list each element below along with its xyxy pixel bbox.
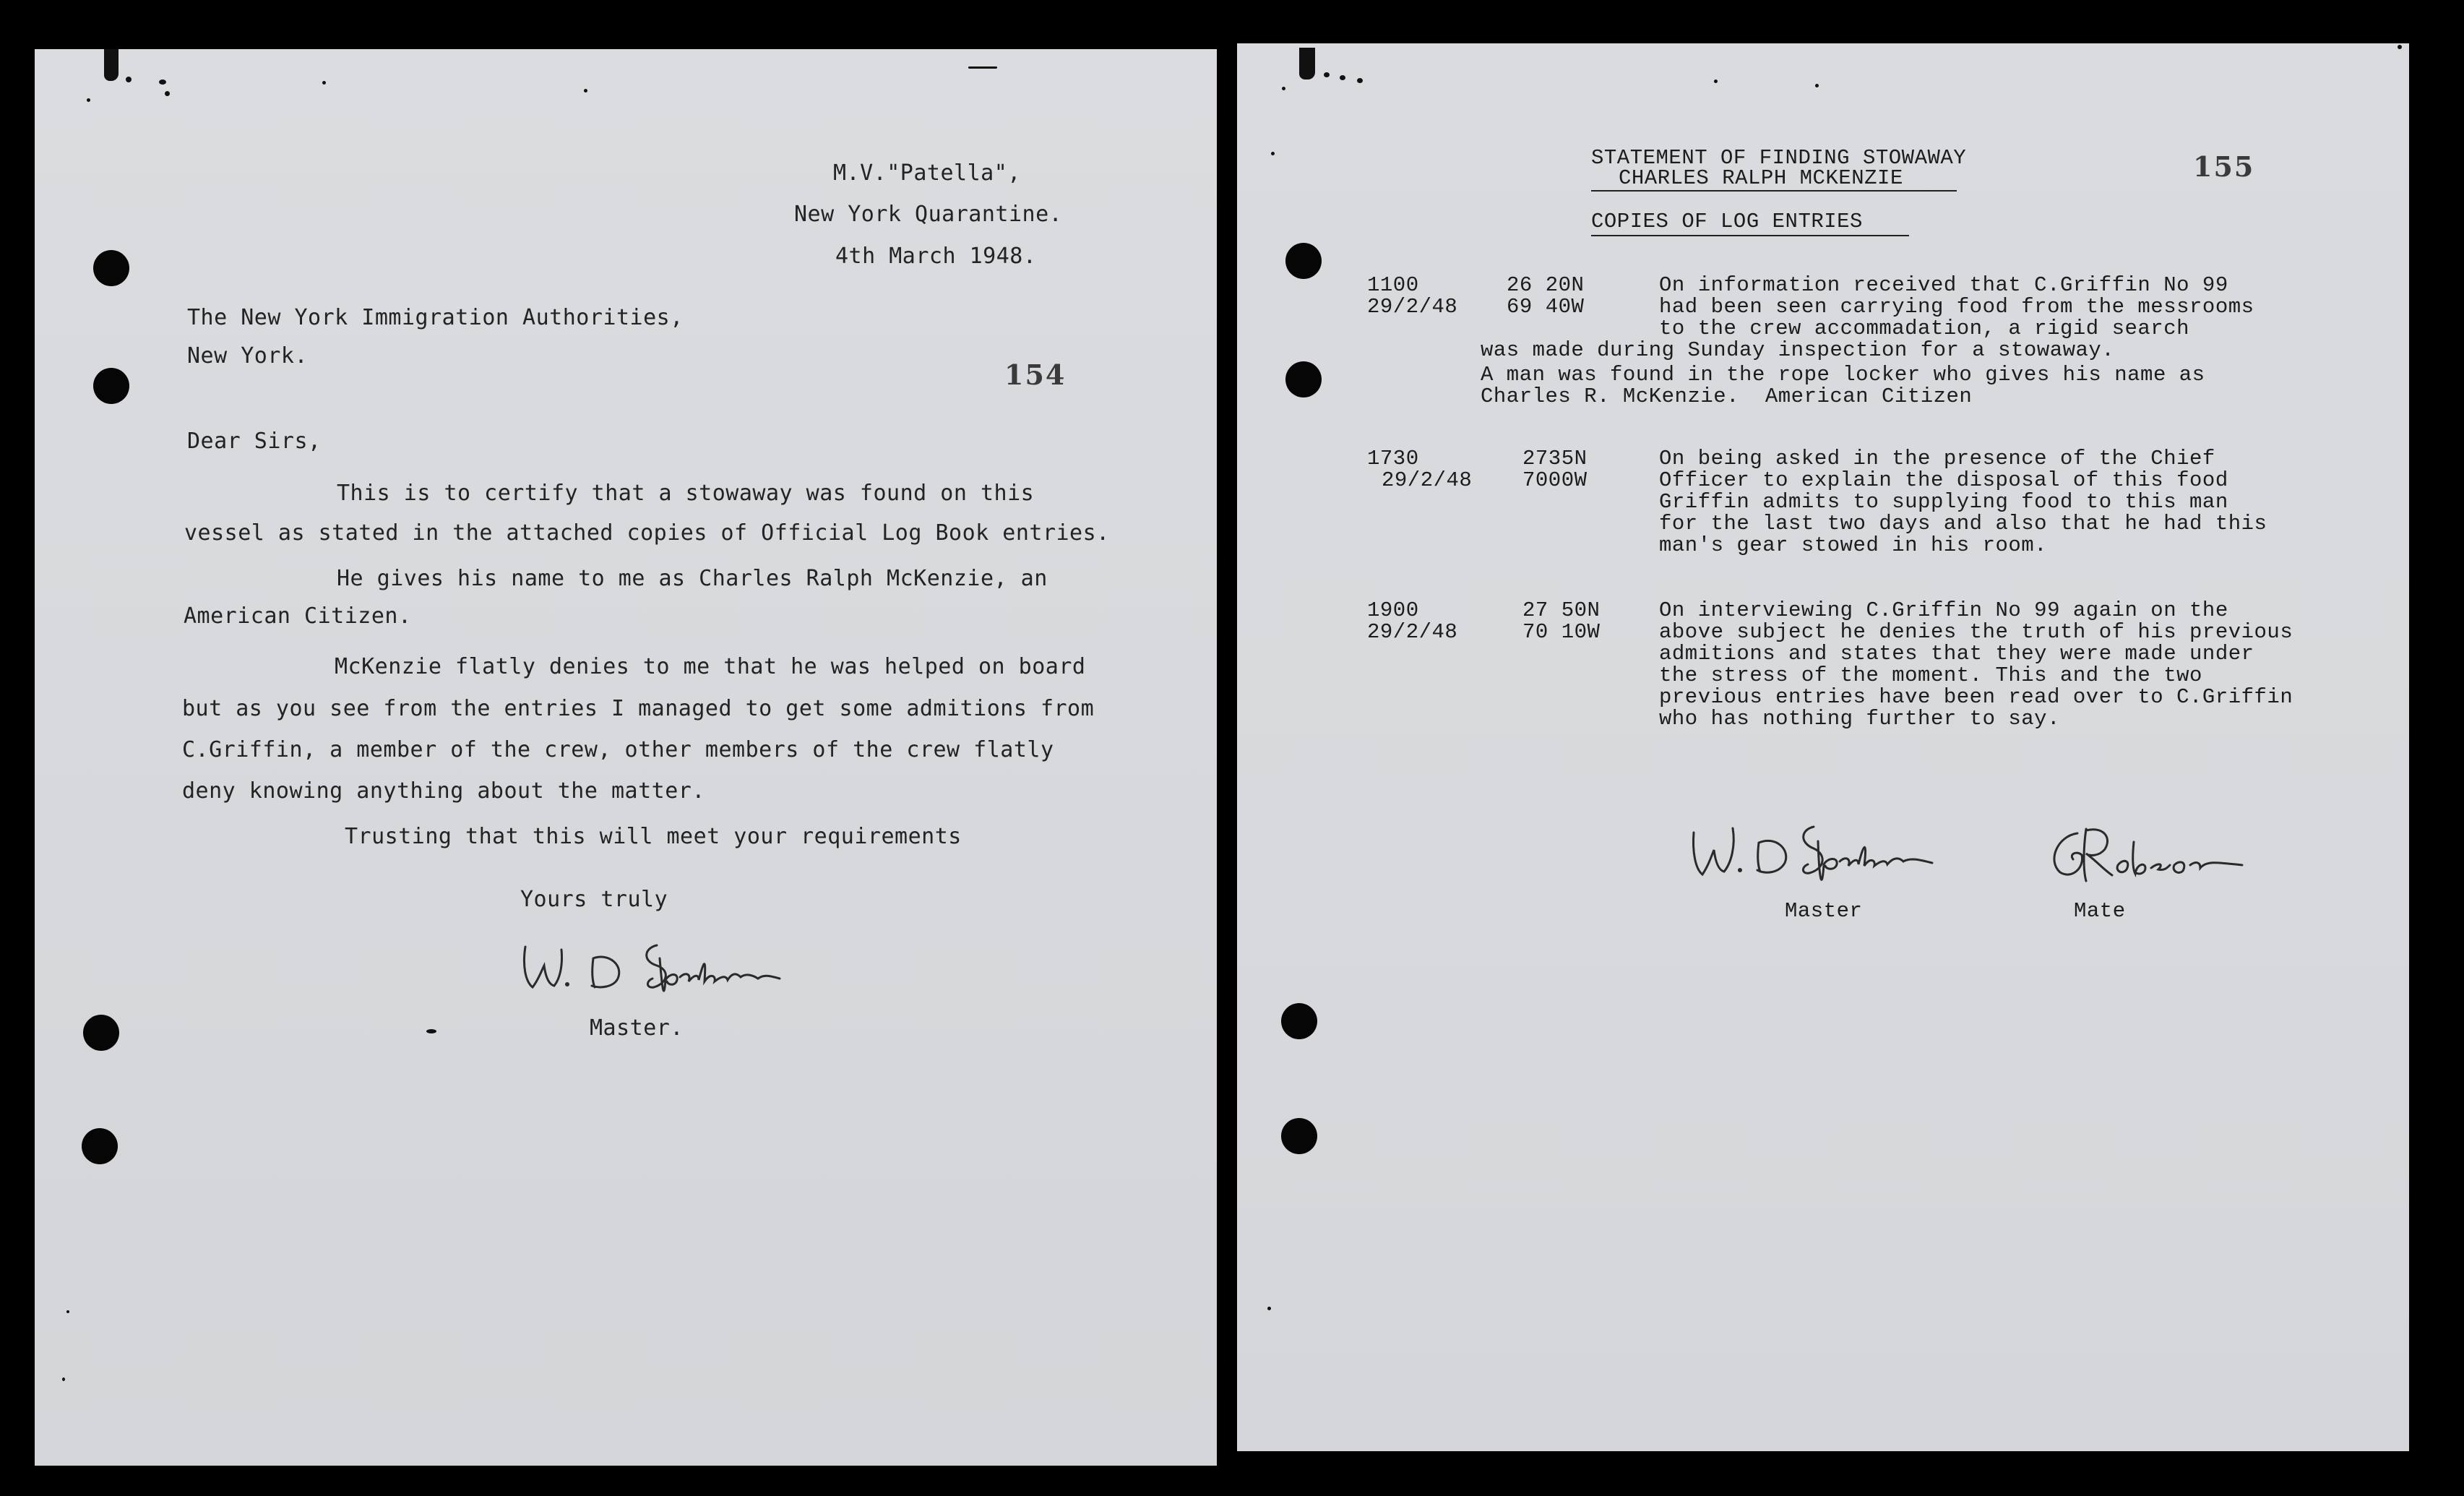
punch-hole [82,1128,118,1164]
entry-continuation-line: was made during Sunday inspection for a stowaway. [1481,338,2115,362]
entry-longitude: 7000W [1522,468,1588,492]
body-line: deny knowing anything about the matter. [182,778,705,804]
section-heading: COPIES OF LOG ENTRIES [1591,210,1863,233]
entry-text-line: On interviewing C.Griffin No 99 again on the [1659,598,2228,622]
recipient-line-2: New York. [187,343,309,369]
speck [584,89,587,93]
corner-tear [104,49,119,81]
speck [1271,152,1275,155]
entry-latitude: 26 20N [1507,273,1585,297]
master-title: Master [1785,899,1863,923]
page-number: 155 [2193,150,2255,183]
body-line: C.Griffin, a member of the crew, other members of the crew flatly [182,737,1054,762]
entry-text-line: On information received that C.Griffin No 99 [1659,273,2228,297]
entry-date: 29/2/48 [1367,620,1458,644]
entry-text-line: above subject he denies the truth of his previous [1659,620,2293,644]
closing: Yours truly [520,887,668,912]
punch-hole [1285,361,1322,397]
entry-date: 29/2/48 [1382,468,1473,492]
punch-hole [83,1015,119,1051]
entry-latitude: 2735N [1522,447,1588,470]
master-signature [1685,817,1960,900]
speck [159,79,166,85]
recipient-line-1: The New York Immigration Authorities, [187,305,684,330]
body-line: but as you see from the entries I managed to get some admitions from [182,696,1095,721]
body-line: American Citizen. [184,603,412,629]
speck [2398,45,2402,49]
entry-date: 29/2/48 [1367,295,1458,319]
letter-location: New York Quarantine. [794,202,1063,227]
salutation: Dear Sirs, [187,429,322,454]
entry-text-line: had been seen carrying food from the messrooms [1659,295,2254,319]
letter-page [35,49,1217,1466]
speck [126,77,132,82]
speck [1357,78,1363,83]
speck [968,66,997,69]
speck [1340,75,1345,80]
entry-text-line: admitions and states that they were made under [1659,642,2254,666]
punch-hole [1281,1118,1317,1154]
body-line: McKenzie flatly denies to me that he was helped on board [335,654,1086,679]
speck [62,1377,65,1381]
entry-longitude: 69 40W [1507,295,1585,319]
letter-date: 4th March 1948. [835,244,1037,269]
entry-text-line: who has nothing further to say. [1659,707,2060,731]
speck [66,1310,69,1313]
body-line: Trusting that this will meet your requirements [345,824,962,849]
speck [1815,84,1819,87]
title-underline [1591,190,1957,192]
section-heading-underline [1591,235,1909,236]
speck [322,81,326,85]
entry-text-line: man's gear stowed in his room. [1659,533,2048,557]
master-signature [515,937,862,1005]
punch-hole [1285,243,1322,279]
speck [1714,79,1718,83]
entry-time: 1730 [1367,447,1419,470]
entry-time: 1100 [1367,273,1419,297]
stowaway-name-title: CHARLES RALPH MCKENZIE [1619,166,1903,190]
speck [87,98,90,102]
speck [165,91,170,96]
entry-text-line: to the crew accommadation, a rigid search [1659,317,2190,340]
entry-text-line: for the last two days and also that he had this [1659,512,2267,536]
body-line: vessel as stated in the attached copies of Official Log Book entries. [184,520,1110,546]
mate-signature [2043,820,2260,896]
speck [1282,87,1285,90]
mate-title: Mate [2074,899,2126,923]
punch-hole [1281,1003,1317,1039]
entry-text-line: On being asked in the presence of the Chief [1659,447,2215,470]
punch-hole [93,368,129,404]
speck [1267,1307,1271,1310]
body-line: This is to certify that a stowaway was found on this [337,481,1035,506]
speck [1324,72,1330,77]
signer-title: Master. [590,1015,684,1041]
entry-time: 1900 [1367,598,1419,622]
body-line: He gives his name to me as Charles Ralph McKenzie, an [337,566,1048,591]
entry-latitude: 27 50N [1522,598,1601,622]
entry-continuation-line: Charles R. McKenzie. American Citizen [1481,384,1973,408]
statement-page [1237,43,2409,1451]
statement-title: STATEMENT OF FINDING STOWAWAY [1591,146,1967,170]
entry-continuation-line: A man was found in the rope locker who gives his name as [1481,363,2205,387]
page-number: 154 [1004,358,1067,391]
speck [426,1029,436,1033]
entry-text-line: the stress of the moment. This and the two [1659,663,2202,687]
entry-text-line: Officer to explain the disposal of this food [1659,468,2228,492]
punch-hole [93,250,129,286]
entry-text-line: previous entries have been read over to C.Griffin [1659,685,2293,709]
entry-text-line: Griffin admits to supplying food to this man [1659,490,2228,514]
entry-longitude: 70 10W [1522,620,1601,644]
corner-tear [1299,48,1315,79]
vessel-name: M.V."Patella", [833,160,1021,186]
